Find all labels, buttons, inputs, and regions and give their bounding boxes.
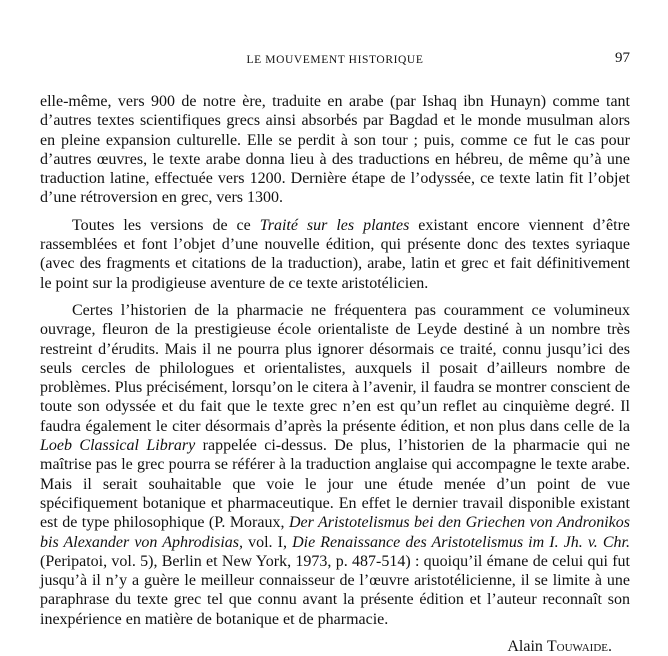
book-title-traite: Traité sur les plantes [259, 216, 410, 234]
paragraph-1: elle-même, vers 900 de notre ère, traduite en arabe (par Ishaq ibn Hunayn) comme tant d’autres textes scientifiques grecs ainsi absorbés par Bagdad et le monde musulman alors en pleine expansion culturelle. Elle se perdit à son tour ; puis, comme ce fut le cas pour d’autres œuvres, le texte arabe donna lieu à des traductions en hébreu, de même qu’à une traduction latine, effectuée vers 1200. Dernière étape de l’odyssée, ce texte latin fit l’objet d’une rétroversion en grec, vers 1300. [40, 93, 630, 207]
author-last-name: Touwaide. [546, 638, 612, 656]
paragraph-2-text-b: existant encore viennent d’être rassemblées et font l’objet d’une nouvelle édition, qui présente donc des textes syriaque (avec des fragments et citations de la traduction), arabe, latin et grec et fait définitivement le point sur la prodigieuse aventure de ce texte aristotélicien. [40, 216, 630, 292]
author-first-name: Alain [507, 638, 547, 656]
book-title-aristotelismus: Der Aristotelismus bei den Griechen von Andronikos bis Alexander von Aphrodisias, [40, 514, 631, 551]
paragraph-2-text-a: Toutes les versions de ce [72, 216, 260, 234]
paragraph-2 [40, 216, 630, 293]
paragraph-3-text-d: (Peripatoi, vol. 5), Berlin et New York, 1973, p. 487-514) : quoiqu’il émane de celui qui fut jusqu’à il n’y a guère le meilleur connaisseur de l’œuvre aristotélicienne, il se limite à une paraphrase du texte grec tel que connu avant la présente édition et l’auteur reconnaît son inexpérience en matière de botanique et de pharmacie. [40, 552, 630, 628]
paragraph-3-text-c: vol. I, [243, 533, 293, 551]
page-number: 97 [615, 50, 630, 66]
body-text [40, 92, 630, 656]
paragraph-3 [40, 301, 630, 629]
running-header [40, 48, 630, 72]
paragraph-3-text-b: rappelée ci-dessus. De plus, l’historien de la pharmacie qui ne maîtrise pas le grec pourra se référer à la traduction anglaise qui accompagne le texte arabe. Mais il serait souhaitable que voie le jour une étude menée d’un point de vue spécifiquement botanique et pharmaceutique. En effet le dernier travail disponible existant est de type philosophique (P. Moraux, [40, 437, 630, 532]
series-title-loeb: Loeb Classical Library [40, 437, 196, 455]
running-title: LE MOUVEMENT HISTORIQUE [246, 54, 424, 66]
author-signature [40, 637, 630, 656]
book-title-renaissance: Die Renaissance des Aristotelismus im I. Jh. v. Chr. [292, 533, 631, 551]
paragraph-3-text-a: Certes l’historien de la pharmacie ne fréquentera pas couramment ce volumineux ouvrage, fleuron de la prestigieuse école orientaliste de Leyde destiné à un nombre très restreint d’érudits. Mais il ne pourra plus ignorer désormais ce traité, connu jusqu’ici des seuls cercles de philologues et orientalistes, auxquels il posait d’ailleurs nombre de problèmes. Plus précisément, lorsqu’on le citera à l’avenir, il faudra se montrer conscient de toute son odyssée et du fait que le texte grec n’en est qu’un reflet au cinquième degré. Il faudra également le citer désormais d’après la présente édition, et non plus dans celle de la [40, 301, 630, 435]
